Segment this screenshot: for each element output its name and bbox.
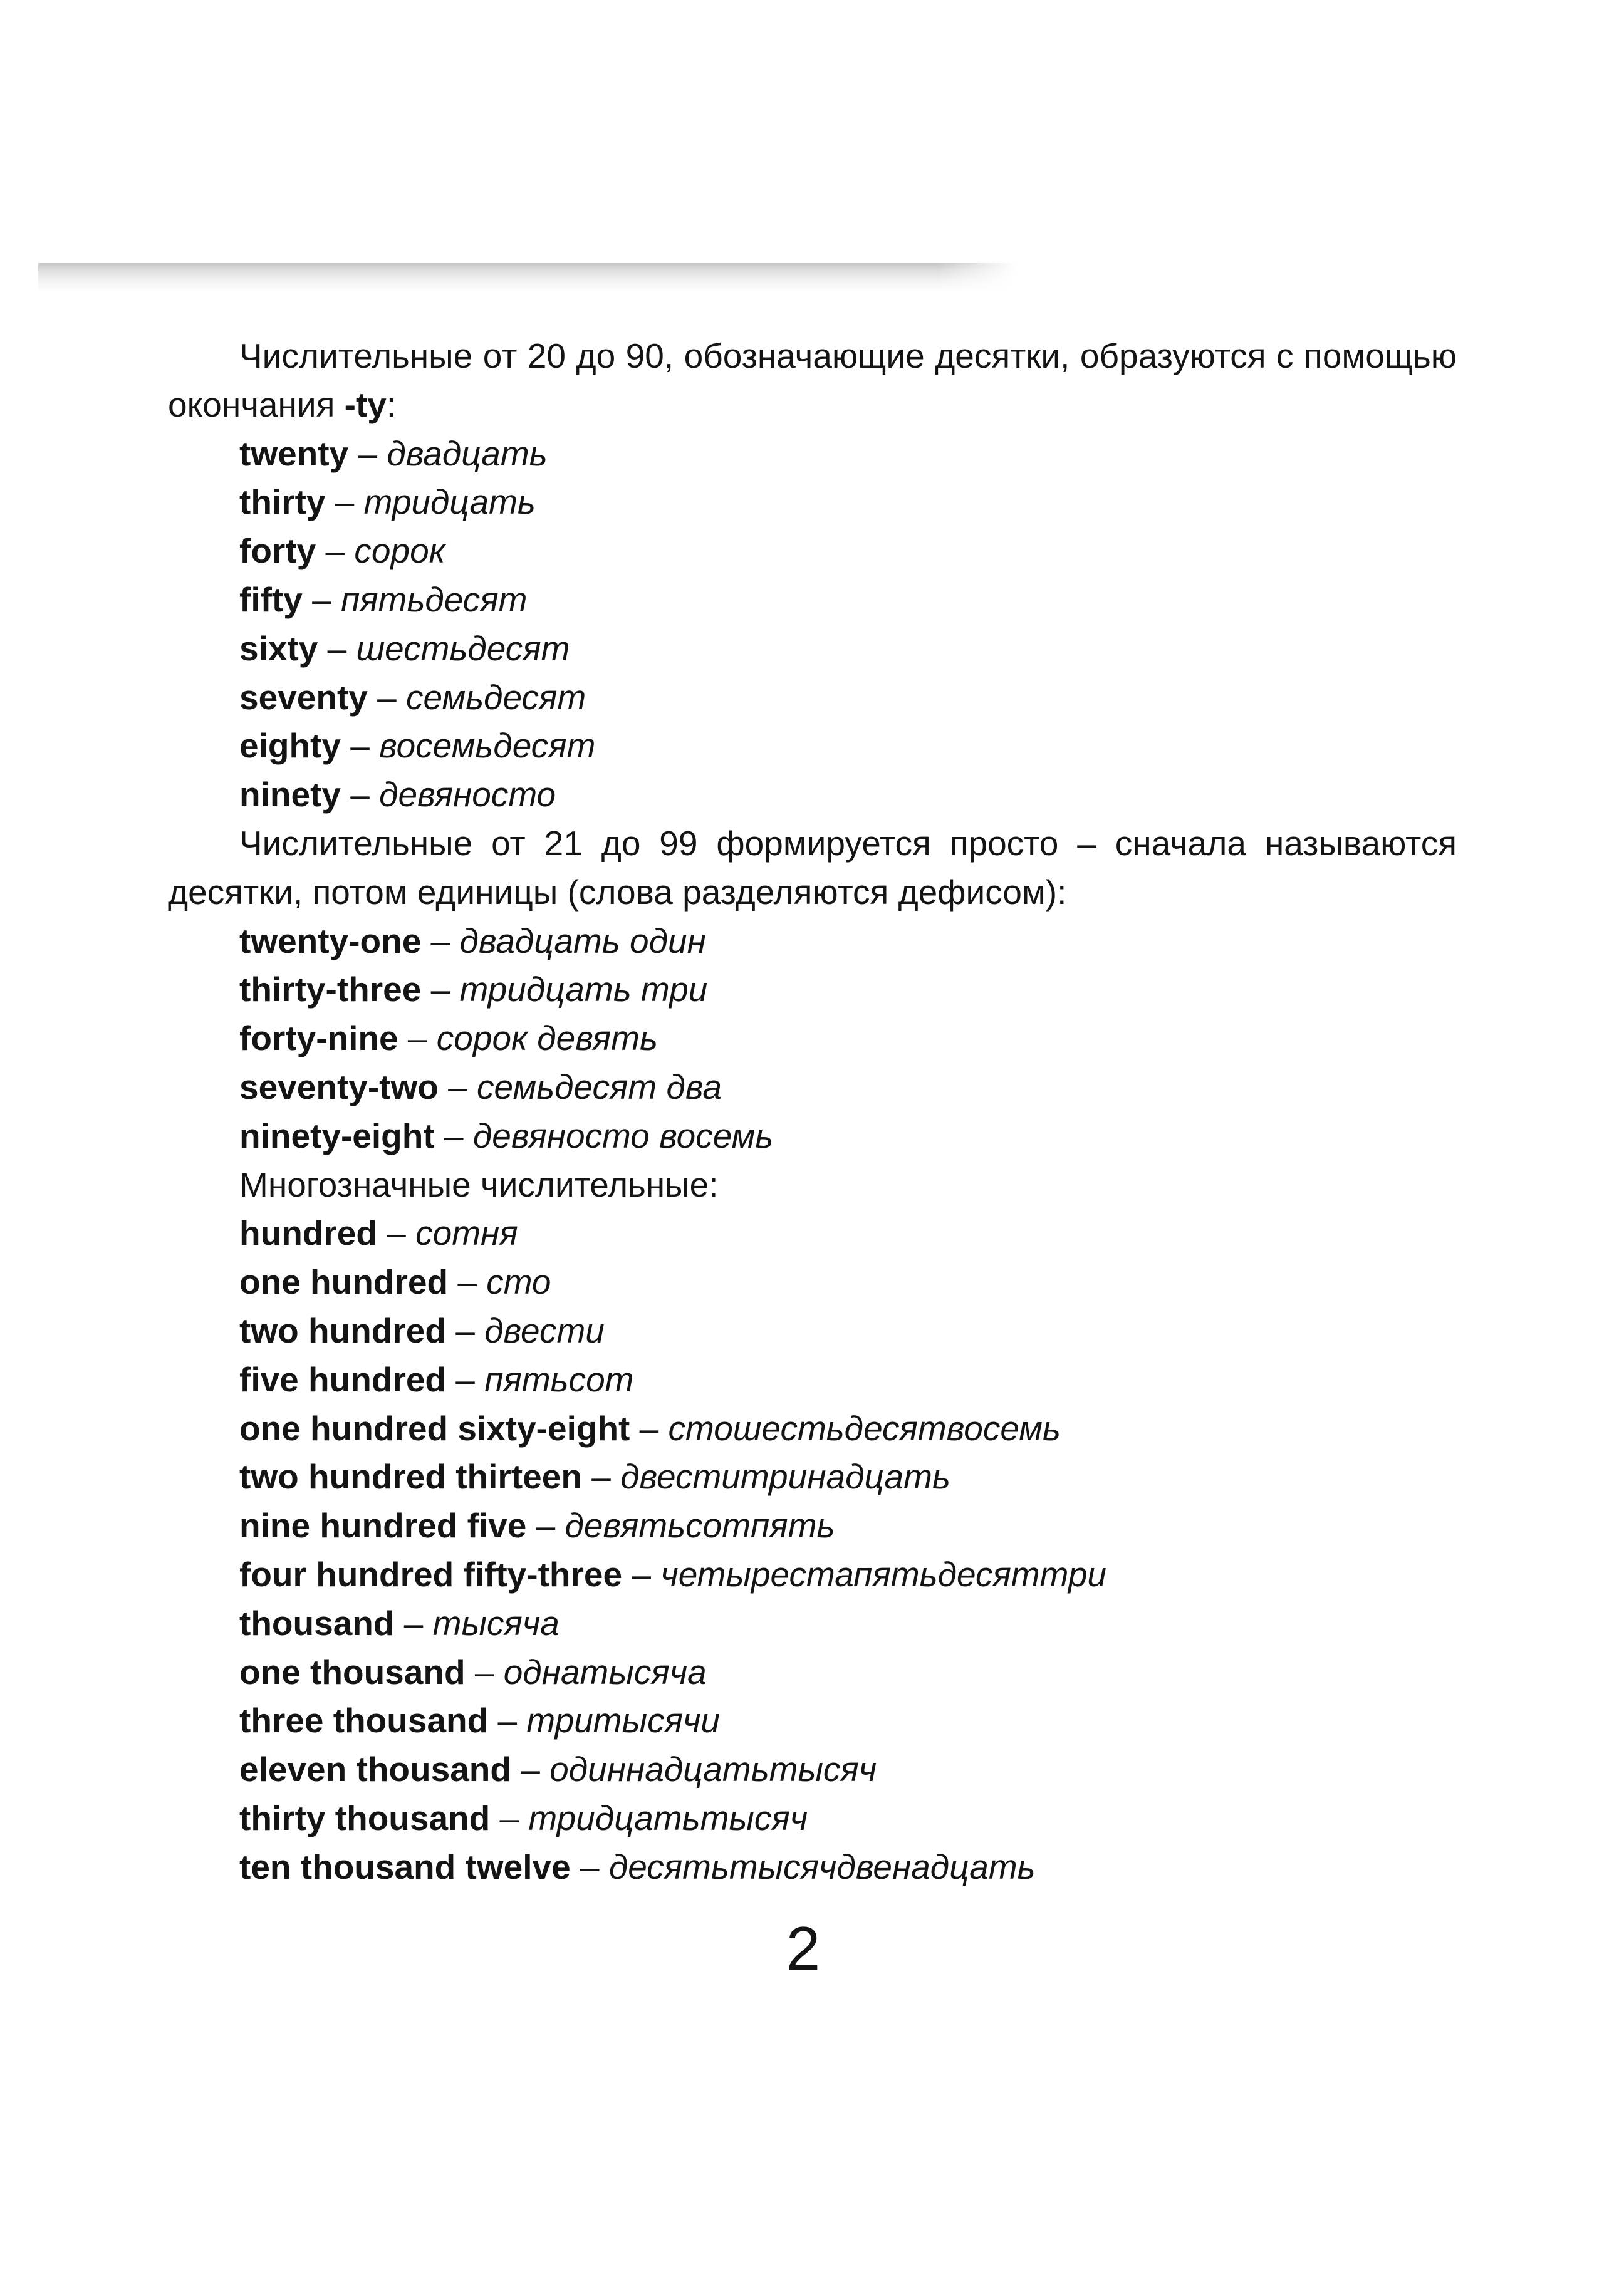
dash: – — [448, 1262, 487, 1302]
list-item — [168, 917, 1457, 966]
term: seventy — [239, 677, 368, 717]
page-edge-shadow — [38, 263, 1016, 292]
list-item — [168, 1599, 1457, 1648]
dash: – — [421, 970, 460, 1009]
translation: двадцать один — [459, 921, 706, 960]
list-item — [168, 1745, 1457, 1794]
list-item — [168, 1794, 1457, 1843]
term: twenty-one — [239, 921, 422, 960]
list-item — [168, 1063, 1457, 1112]
term: hundred — [239, 1213, 377, 1253]
dash: – — [367, 677, 407, 717]
term: ninety — [239, 775, 341, 814]
paragraph-end: : — [386, 385, 397, 424]
term: eighty — [239, 726, 341, 766]
dash: – — [398, 1019, 437, 1058]
translation: семьдесят два — [477, 1067, 722, 1106]
term: two hundred thirteen — [239, 1457, 582, 1497]
list-item — [168, 1551, 1457, 1599]
dash: – — [340, 726, 380, 766]
large-numbers-list — [168, 1209, 1457, 1891]
dash: – — [630, 1408, 669, 1448]
list-item — [168, 1648, 1457, 1697]
translation: пятьсот — [484, 1359, 634, 1399]
term: fifty — [239, 579, 303, 619]
list-item — [168, 1453, 1457, 1502]
term: four hundred fifty-three — [239, 1554, 623, 1594]
term: five hundred — [239, 1359, 447, 1399]
list-item — [168, 1502, 1457, 1551]
paragraph-compounds-intro: Числительные от 21 до 99 формируется просто – сначала называются десятки, потом единицы (слова разделяются дефисом): — [168, 823, 1457, 912]
dash: – — [316, 531, 355, 571]
suffix-ty: -ty — [344, 385, 387, 424]
list-item — [168, 1258, 1457, 1307]
paragraph-text: Числительные от 20 до 90, обозначающие десятки, образуются с помощью окончания — [168, 336, 1457, 424]
list-item — [168, 1209, 1457, 1258]
translation: сорок — [354, 531, 445, 571]
list-item — [168, 722, 1457, 771]
dash: – — [581, 1457, 621, 1497]
translation: однатысяча — [503, 1652, 707, 1691]
dash: – — [465, 1652, 504, 1691]
term: one hundred sixty-eight — [239, 1408, 630, 1448]
dash: – — [318, 628, 357, 668]
list-item — [168, 1307, 1457, 1356]
translation: двадцать — [387, 434, 548, 473]
term: nine hundred five — [239, 1506, 527, 1545]
dash: – — [340, 775, 380, 814]
term: twenty — [239, 434, 349, 473]
term: one hundred — [239, 1262, 449, 1302]
translation: двести — [484, 1311, 605, 1350]
dash: – — [488, 1701, 527, 1740]
page-number-text: 2 — [786, 1914, 821, 1983]
term: thirty thousand — [239, 1798, 491, 1837]
dash: – — [348, 434, 387, 473]
list-item — [168, 576, 1457, 625]
term: thousand — [239, 1603, 395, 1643]
term: thirty — [239, 482, 326, 522]
list-item — [168, 1405, 1457, 1453]
translation: одиннадцатьтысяч — [549, 1750, 877, 1789]
dash: – — [445, 1311, 485, 1350]
term: ninety-eight — [239, 1116, 435, 1155]
dash: – — [570, 1847, 609, 1886]
term: eleven thousand — [239, 1750, 511, 1789]
list-item — [168, 1843, 1457, 1892]
translation: тридцать три — [459, 970, 708, 1009]
list-item — [168, 1112, 1457, 1161]
translation: тридцатьтысяч — [528, 1798, 808, 1837]
term: forty — [239, 531, 316, 571]
dash: – — [446, 1359, 485, 1399]
translation: девяносто восемь — [472, 1116, 774, 1155]
list-item — [168, 1696, 1457, 1745]
dash: – — [325, 482, 364, 522]
term: one thousand — [239, 1652, 466, 1691]
paragraph-tens-intro — [168, 332, 1457, 430]
list-item — [168, 625, 1457, 673]
translation: девятьсотпять — [565, 1506, 835, 1545]
translation: восемьдесят — [379, 726, 596, 766]
term: thirty-three — [239, 970, 422, 1009]
term: ten thousand twelve — [239, 1847, 571, 1886]
translation: десятьтысячдвенадцать — [608, 1847, 1036, 1886]
translation: двеститринадцать — [620, 1457, 950, 1497]
translation: семьдесят — [406, 677, 586, 717]
dash: – — [622, 1554, 661, 1594]
paragraph-large-numbers-intro: Многозначные числительные: — [239, 1165, 719, 1204]
list-item — [168, 771, 1457, 819]
translation: сотня — [415, 1213, 518, 1253]
translation: пятьдесят — [340, 579, 528, 619]
list-item — [168, 965, 1457, 1014]
list-item — [168, 673, 1457, 722]
list-item — [168, 527, 1457, 576]
translation: стошестьдесятвосемь — [668, 1408, 1061, 1448]
translation: сорок девять — [436, 1019, 658, 1058]
dash: – — [526, 1506, 565, 1545]
dash: – — [490, 1798, 529, 1837]
term: two hundred — [239, 1311, 446, 1350]
document-body — [168, 332, 1457, 1892]
translation: тритысячи — [526, 1701, 721, 1740]
dash: – — [434, 1116, 473, 1155]
tens-list — [168, 430, 1457, 819]
term: three thousand — [239, 1701, 489, 1740]
dash: – — [421, 921, 460, 960]
dash: – — [377, 1213, 416, 1253]
translation: четырестапятьдесяттри — [660, 1554, 1107, 1594]
translation: тысяча — [432, 1603, 560, 1643]
dash: – — [394, 1603, 433, 1643]
dash: – — [438, 1067, 477, 1106]
page-number — [0, 1914, 1624, 1983]
translation: шестьдесят — [356, 628, 570, 668]
term: seventy-two — [239, 1067, 439, 1106]
list-item — [168, 1014, 1457, 1063]
term: forty-nine — [239, 1019, 398, 1058]
compounds-list — [168, 917, 1457, 1161]
translation: тридцать — [363, 482, 536, 522]
list-item — [168, 1356, 1457, 1405]
list-item — [168, 430, 1457, 479]
list-item — [168, 478, 1457, 527]
term: sixty — [239, 628, 318, 668]
dash: – — [511, 1750, 550, 1789]
translation: сто — [486, 1262, 551, 1302]
dash: – — [302, 579, 341, 619]
translation: девяносто — [379, 775, 556, 814]
